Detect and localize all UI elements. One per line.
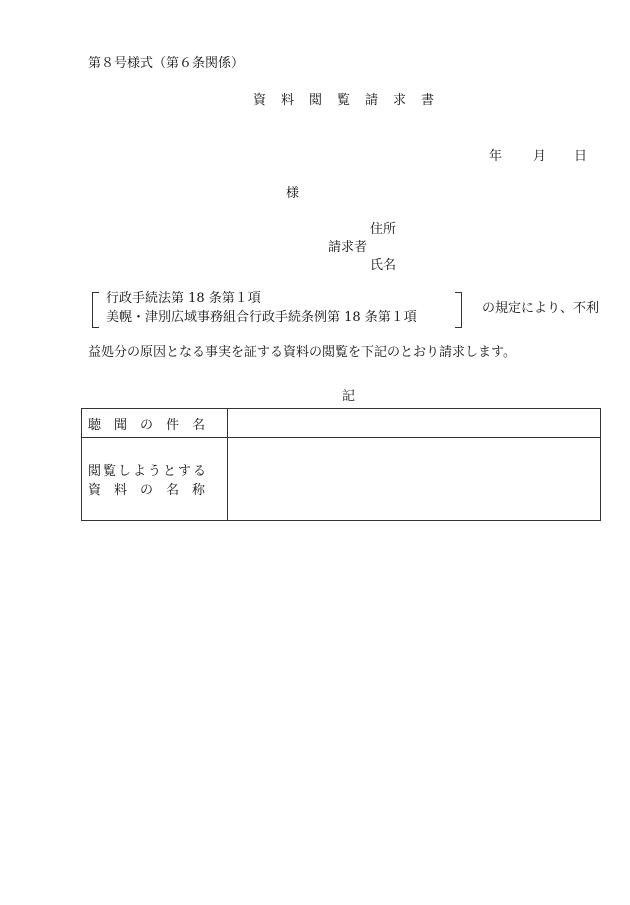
- legal-basis-2: 美幌・津別広域事務組合行政手続条例第 18 条第１項: [106, 310, 417, 325]
- document-name-label: [82, 438, 228, 521]
- body-text: 益処分の原因となる事実を証する資料の閲覧を下記のとおり請求します。: [88, 345, 516, 360]
- right-bracket: [455, 292, 462, 328]
- hearing-subject-field[interactable]: [228, 409, 601, 438]
- document-name-field[interactable]: [228, 438, 601, 521]
- document-name-label-line2: 資 料 の 名 称: [88, 483, 206, 498]
- clause-tail: の規定により、不利: [482, 301, 600, 316]
- name-label: 氏名: [370, 258, 397, 273]
- form-number: 第８号様式（第６条関係）: [88, 56, 245, 71]
- left-bracket: [92, 292, 99, 328]
- request-table: [81, 408, 601, 521]
- date-year: 年: [489, 149, 503, 164]
- address-label: 住所: [370, 222, 397, 237]
- document-name-label-line1: 閲覧しようとする: [88, 464, 209, 479]
- date-month: 月: [533, 149, 547, 164]
- hearing-subject-label: 聴 聞 の 件 名: [82, 409, 228, 438]
- date-day: 日: [574, 149, 588, 164]
- requester-label: 請求者: [328, 240, 368, 255]
- addressee-suffix: 様: [286, 186, 300, 201]
- ki-heading: 記: [342, 389, 356, 404]
- legal-basis-1: 行政手続法第 18 条第１項: [106, 291, 261, 306]
- document-title: 資 料 閲 覧 請 求 書: [253, 93, 436, 108]
